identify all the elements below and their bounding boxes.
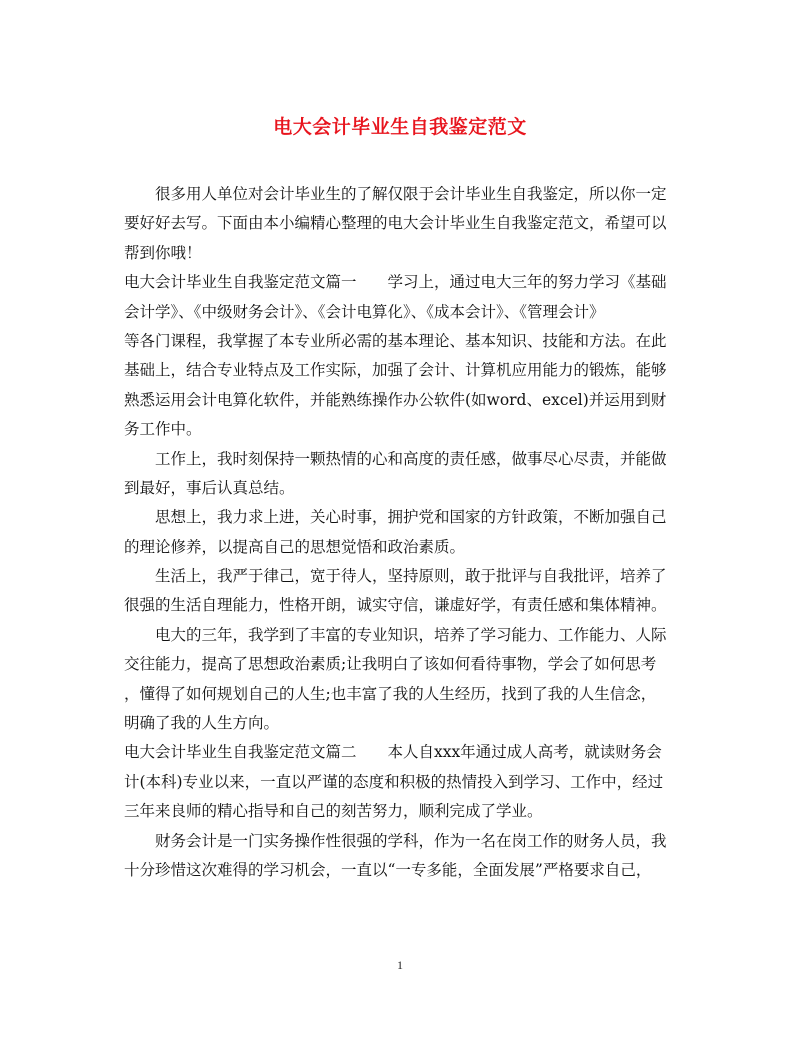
body-line: 思想上，我力求上进，关心时事，拥护党和国家的方针政策，不断加强自己: [124, 508, 667, 527]
body-line: 要好好去写。下面由本小编精心整理的电大会计毕业生自我鉴定范文，希望可以: [124, 214, 667, 233]
body-line: 基础上，结合专业特点及工作实际，加强了会计、计算机应用能力的锻炼，能够: [124, 361, 667, 380]
body-line: 电大的三年，我学到了丰富的专业知识，培养了学习能力、工作能力、人际: [124, 625, 667, 644]
body-line: 财务会计是一门实务操作性很强的学科，作为一名在岗工作的财务人员，我: [124, 831, 667, 850]
body-line: 工作上，我时刻保持一颗热情的心和高度的责任感，做事尽心尽责，并能做: [124, 449, 667, 468]
body-line: 十分珍惜这次难得的学习机会，一直以“一专多能，全面发展”严格要求自己，: [124, 860, 652, 879]
body-line: 务工作中。: [124, 420, 202, 439]
body-line: 会计学》、《中级财务会计》、《会计电算化》、《成本会计》、《管理会计》: [124, 302, 605, 321]
body-line: 很强的生活自理能力，性格开朗，诚实守信，谦虚好学，有责任感和集体精神。: [124, 596, 667, 615]
body-line: 帮到你哦！: [124, 243, 202, 262]
body-line: 三年来良师的精心指导和自己的刻苦努力，顺利完成了学业。: [124, 802, 543, 821]
body-line: 熟悉运用会计电算化软件，并能熟练操作办公软件(如word、excel)并运用到财: [124, 390, 667, 409]
body-line: 的理论修养，以提高自己的思想觉悟和政治素质。: [124, 537, 466, 556]
body-line: 交往能力，提高了思想政治素质;让我明白了该如何看待事物，学会了如何思考: [124, 655, 657, 674]
page-number: 1: [397, 958, 403, 972]
body-line: 明确了我的人生方向。: [124, 714, 280, 733]
body-line: 电大会计毕业生自我鉴定范文篇一 学习上，通过电大三年的努力学习《基础: [124, 273, 667, 292]
body-line: 电大会计毕业生自我鉴定范文篇二 本人自xxx年通过成人高考，就读财务会: [124, 743, 662, 762]
document-body: [124, 180, 677, 885]
body-line: 计(本科)专业以来，一直以严谨的态度和积极的热情投入到学习、工作中，经过: [124, 772, 664, 791]
body-line: ，懂得了如何规划自己的人生;也丰富了我的人生经历，找到了我的人生信念，: [124, 684, 657, 703]
body-line: 很多用人单位对会计毕业生的了解仅限于会计毕业生自我鉴定，所以你一定: [124, 185, 667, 203]
body-line: 生活上，我严于律己，宽于待人，坚持原则，敢于批评与自我批评，培养了: [124, 567, 667, 586]
body-line: 到最好，事后认真总结。: [124, 478, 295, 497]
document-title: 电大会计毕业生自我鉴定范文: [273, 116, 527, 138]
body-line: 等各门课程，我掌握了本专业所必需的基本理论、基本知识、技能和方法。在此: [124, 331, 667, 350]
